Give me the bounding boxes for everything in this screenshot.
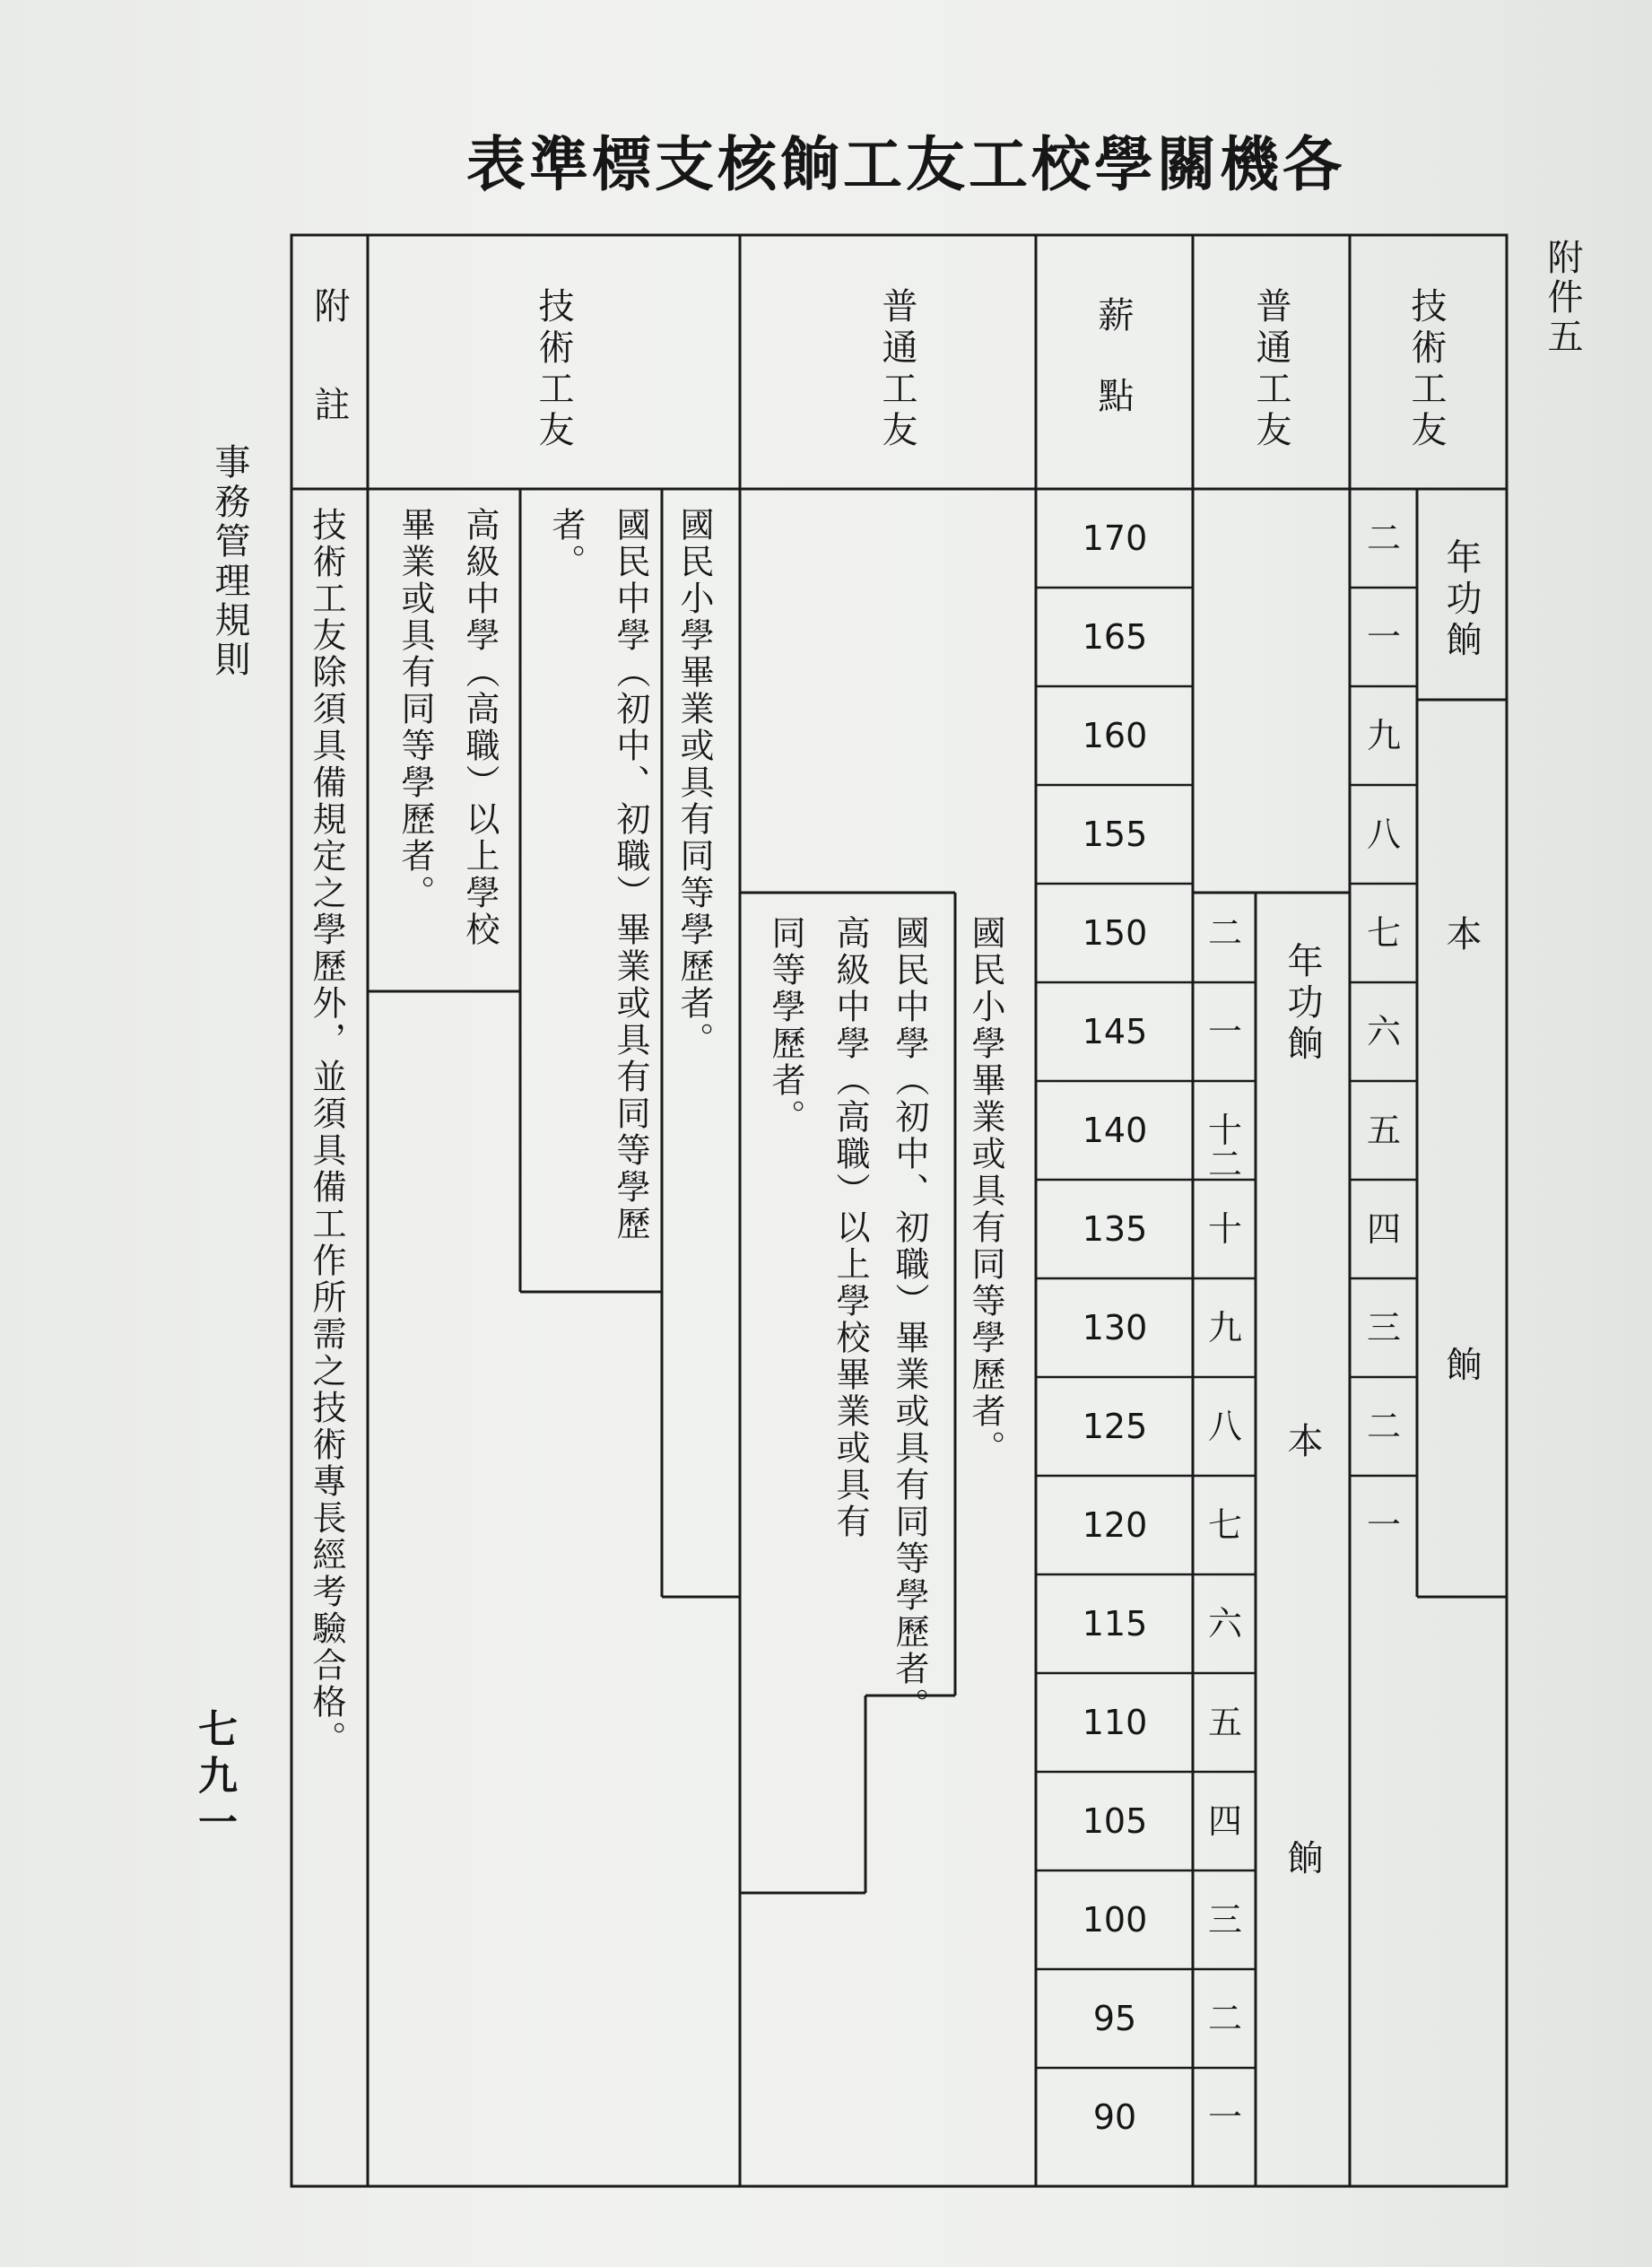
tech-base-pay-char2: 餉 bbox=[1440, 1346, 1482, 1387]
tech-qual-primary: 國民小學畢業或具有同等學歷者。 bbox=[674, 507, 714, 1059]
points-value: 145 bbox=[1082, 1012, 1148, 1051]
points-value: 110 bbox=[1082, 1703, 1148, 1742]
points-value: 120 bbox=[1082, 1505, 1148, 1545]
header-note: 附註 bbox=[309, 287, 350, 484]
tech-rank-value: 一 bbox=[1366, 1505, 1401, 1545]
header-points: 薪點 bbox=[1092, 296, 1134, 458]
points-value: 130 bbox=[1082, 1308, 1148, 1347]
tech-qual-senior: 高級中學（高職）以上學校畢業或具有同等學歷者。 bbox=[396, 507, 500, 948]
points-value: 95 bbox=[1092, 1999, 1137, 2038]
gen-rank-value: 六 bbox=[1207, 1604, 1242, 1644]
attachment-label: 附件五 bbox=[1542, 239, 1583, 357]
tech-rank-value: 二 bbox=[1366, 1407, 1401, 1446]
tech-rank-value: 四 bbox=[1366, 1209, 1401, 1249]
points-value: 155 bbox=[1082, 815, 1148, 854]
tech-rank-value: 五 bbox=[1366, 1111, 1401, 1150]
tech-rank-value: 七 bbox=[1366, 913, 1401, 953]
tech-base-pay-char1: 本 bbox=[1440, 915, 1482, 956]
tech-rank-value: 九 bbox=[1366, 716, 1401, 755]
points-value: 100 bbox=[1082, 1900, 1148, 1940]
gen-rank-value: 九 bbox=[1207, 1308, 1242, 1347]
gen-base-pay-char2: 餉 bbox=[1282, 1839, 1323, 1880]
gen-rank-value: 二 bbox=[1207, 913, 1242, 953]
tech-rank-value: 三 bbox=[1366, 1308, 1401, 1347]
points-value: 135 bbox=[1082, 1209, 1148, 1249]
gen-rank-value: 七 bbox=[1207, 1505, 1242, 1545]
gen-base-pay-char1: 本 bbox=[1282, 1422, 1323, 1463]
running-head: 事務管理規則 bbox=[209, 443, 250, 680]
points-value: 165 bbox=[1082, 617, 1148, 657]
gen-rank-value: 四 bbox=[1207, 1801, 1242, 1841]
points-value: 115 bbox=[1082, 1604, 1148, 1644]
gen-year-merit-label: 年功餉 bbox=[1282, 942, 1323, 1066]
page-number: 七九一 bbox=[191, 1708, 237, 1848]
gen-rank-value: 一 bbox=[1207, 1012, 1242, 1051]
gen-rank-value: 三 bbox=[1207, 1900, 1242, 1940]
tech-rank-value: 六 bbox=[1366, 1012, 1401, 1051]
header-gen-qual: 普通工友 bbox=[876, 287, 917, 452]
points-value: 140 bbox=[1082, 1111, 1148, 1150]
points-value: 160 bbox=[1082, 716, 1148, 755]
gen-qual-primary: 國民小學畢業或具有同等學歷者。 bbox=[966, 915, 1005, 1467]
points-value: 125 bbox=[1082, 1407, 1148, 1446]
note-text: 技術工友除須具備規定之學歷外，並須具備工作所需之技術專長經考驗合格。 bbox=[307, 507, 346, 1757]
gen-rank-value: 十二 bbox=[1207, 1111, 1242, 1184]
gen-rank-value: 二 bbox=[1207, 1999, 1242, 2038]
tech-rank-value: 一 bbox=[1366, 617, 1401, 657]
header-tech-qual: 技術工友 bbox=[533, 287, 574, 452]
gen-rank-value: 八 bbox=[1207, 1407, 1242, 1446]
gen-rank-value: 五 bbox=[1207, 1703, 1242, 1742]
points-value: 105 bbox=[1082, 1801, 1148, 1841]
tech-rank-value: 二 bbox=[1366, 519, 1401, 558]
gen-qual-junior: 國民中學（初中、初職）畢業或具有同等學歷者。 bbox=[890, 915, 929, 1724]
points-value: 170 bbox=[1082, 519, 1148, 558]
tech-year-merit-label: 年功餉 bbox=[1440, 538, 1482, 662]
points-value: 150 bbox=[1082, 913, 1148, 953]
tech-qual-junior: 國民中學（初中、初職）畢業或具有同等學歷者。 bbox=[546, 507, 650, 1242]
gen-rank-value: 一 bbox=[1207, 2097, 1242, 2137]
page-title: 表準標支核餉工友工校學關機各 bbox=[466, 129, 1345, 199]
tech-rank-value: 八 bbox=[1366, 815, 1401, 854]
gen-rank-value: 十 bbox=[1207, 1209, 1242, 1249]
points-value: 90 bbox=[1092, 2097, 1137, 2137]
header-tech-pay: 技術工友 bbox=[1405, 287, 1447, 452]
gen-qual-senior: 高級中學（高職）以上學校畢業或具有同等學歷者。 bbox=[766, 915, 870, 1540]
header-gen-pay: 普通工友 bbox=[1250, 287, 1291, 452]
